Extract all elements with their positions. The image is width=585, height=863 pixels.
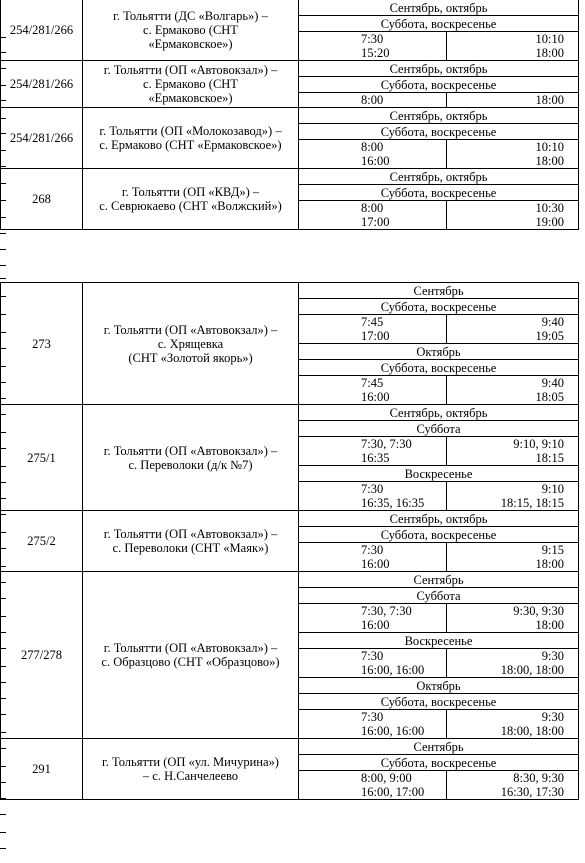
days-label: Суббота [299,588,579,604]
route-name-line: г. Тольятти (ОП «Автовокзал») – [103,443,278,458]
margin-tick [0,432,6,433]
period-label: Сентябрь, октябрь [299,511,579,527]
margin-tick [0,366,6,367]
schedule-table-top [0,0,579,230]
route-name-line: г. Тольятти (ОП «Молокозавод») – [99,124,282,138]
route-name-line: – с. Н.Санчелеево [142,769,239,783]
route-name-line: с. Хрящевка [157,336,224,351]
margin-tick [0,714,6,715]
route-name-line: с. Переволоки (д/к №7) [128,457,253,472]
time-value: 16:35 [361,451,390,465]
margin-tick [0,482,6,483]
route-name-line: «Ермаковское») [148,91,233,105]
time-value: 16:00, 16:00 [361,724,425,738]
route-number: 275/2 [1,511,83,572]
time-value: 8:30, 9:30 [513,771,564,785]
return-times [447,140,579,169]
time-value: 10:10 [535,140,564,154]
route-name-line: с. Севрюкаево (СНТ «Волжский») [99,199,282,213]
margin-tick [0,666,6,667]
route-number: 277/278 [1,572,83,739]
time-value: 18:00 [535,618,564,632]
return-times [447,32,579,61]
route-name-line: г. Тольятти (ОП «Автовокзал») – [103,322,278,337]
margin-tick [0,798,6,799]
departure-times [299,482,447,511]
return-times [447,604,579,633]
route-name-line: г. Тольятти (ОП «Автовокзал») – [103,641,278,655]
departure-times [299,710,447,739]
route-name [83,572,299,739]
days-label: Суббота, воскресенье [299,299,579,315]
return-times [447,649,579,678]
time-value: 10:30 [535,201,564,215]
margin-tick [0,698,6,699]
route-name [83,169,299,230]
route-number: 254/281/266 [1,61,83,108]
period-label: Сентябрь [299,739,579,755]
period-label: Сентябрь, октябрь [299,169,579,185]
route-name [83,108,299,169]
period-label: Сентябрь [299,283,579,299]
departure-times [299,604,447,633]
time-value: 9:30, 9:30 [513,604,564,618]
return-times [447,93,579,108]
schedule-table-bottom [0,282,579,800]
time-value: 9:30 [541,710,564,724]
days-label: Суббота, воскресенье [299,77,579,93]
time-value: 16:00 [361,557,390,571]
margin-tick [0,814,6,815]
route-name [83,511,299,572]
time-value: 18:00 [535,557,564,571]
time-value: 9:40 [541,315,564,329]
time-value: 18:00 [535,154,564,168]
time-value: 16:35, 16:35 [361,496,425,510]
period-label: Сентябрь, октябрь [299,405,579,421]
margin-tick [0,448,6,449]
margin-tick [0,37,6,38]
route-number: 254/281/266 [1,0,83,61]
route-name-line: г. Тольятти (ОП «Автовокзал») – [103,63,278,77]
route-number: 273 [1,283,83,405]
margin-tick [0,100,6,101]
time-value: 9:15 [541,543,564,557]
time-value: 18:05 [535,390,564,404]
time-value: 16:00 [361,618,390,632]
route-name [83,283,299,405]
time-value: 7:30 [361,710,384,724]
period-label: Сентябрь, октябрь [299,108,579,124]
time-value: 19:05 [535,329,564,343]
time-value: 7:30 [361,32,384,46]
margin-tick [0,382,6,383]
route-name [83,405,299,511]
days-label: Суббота, воскресенье [299,755,579,771]
margin-tick [0,118,6,119]
time-value: 19:00 [535,215,564,229]
time-value: 18:00 [535,93,564,107]
days-label: Суббота, воскресенье [299,16,579,32]
time-value: 8:00, 9:00 [361,771,412,785]
margin-tick [0,832,6,833]
time-value: 9:40 [541,376,564,390]
days-label: Воскресенье [299,633,579,649]
route-number: 275/1 [1,405,83,511]
margin-tick [0,265,6,266]
time-value: 9:10, 9:10 [513,437,564,451]
return-times [447,201,579,230]
margin-tick [0,314,6,315]
route-name-line: г. Тольятти (ОП «КВД») – [121,185,260,199]
margin-tick [0,782,6,783]
route-name [83,0,299,61]
margin-tick [0,582,6,583]
route-name-line: с. Переволоки (СНТ «Маяк») [112,541,269,555]
time-value: 18:00, 18:00 [500,663,564,677]
margin-tick [0,732,6,733]
margin-tick [0,632,6,633]
margin-tick [0,296,6,297]
departure-times [299,32,447,61]
margin-tick [0,85,6,86]
route-name-line: с. Ермаково (СНТ [143,23,238,37]
time-value: 18:00, 18:00 [500,724,564,738]
margin-tick [0,200,6,201]
period-label: Октябрь [299,678,579,694]
margin-tick [0,150,6,151]
margin-tick [0,332,6,333]
departure-times [299,315,447,344]
margin-tick [0,398,6,399]
days-label: Суббота, воскресенье [299,360,579,376]
margin-tick [0,682,6,683]
time-value: 16:00 [361,390,390,404]
time-value: 7:45 [361,376,384,390]
return-times [447,315,579,344]
return-times [447,710,579,739]
route-number: 268 [1,169,83,230]
days-label: Суббота, воскресенье [299,694,579,710]
margin-tick [0,548,6,549]
margin-tick [0,217,6,218]
time-value: 15:20 [361,46,390,60]
margin-tick [0,133,6,134]
time-value: 7:30 [361,482,384,496]
route-name-line: (СНТ «Золотой якорь») [128,350,253,365]
departure-times [299,93,447,108]
departure-times [299,140,447,169]
margin-tick [0,498,6,499]
route-name [83,61,299,108]
departure-times [299,543,447,572]
departure-times [299,437,447,466]
days-label: Суббота [299,421,579,437]
time-value: 16:00, 17:00 [361,785,425,799]
return-times [447,771,579,800]
route-name-line: г. Тольятти (ОП «Автовокзал») – [103,527,278,541]
return-times [447,482,579,511]
time-value: 9:10 [541,482,564,496]
time-value: 7:30 [361,649,384,663]
margin-tick [0,598,6,599]
route-number: 291 [1,739,83,800]
time-value: 18:15, 18:15 [500,496,564,510]
route-name-line: г. Тольятти (ДС «Волгарь») – [113,9,268,23]
route-name-line: с. Ермаково (СНТ [143,77,238,91]
margin-tick [0,616,6,617]
margin-tick [0,166,6,167]
time-value: 17:00 [361,215,390,229]
period-label: Сентябрь [299,572,579,588]
time-value: 8:00 [361,93,384,107]
route-name-line: «Ермаковское») [148,37,233,51]
departure-times [299,649,447,678]
time-value: 8:00 [361,201,384,215]
time-value: 7:30, 7:30 [361,437,412,451]
margin-tick [0,233,6,234]
time-value: 18:15 [535,451,564,465]
margin-tick [0,648,6,649]
route-name-line: с. Ермаково (СНТ «Ермаковское») [99,138,282,152]
time-value: 8:00 [361,140,384,154]
days-label: Воскресенье [299,466,579,482]
margin-tick [0,183,6,184]
route-name [83,739,299,800]
period-label: Октябрь [299,344,579,360]
margin-tick [0,249,6,250]
time-value: 10:10 [535,32,564,46]
time-value: 16:30, 17:30 [500,785,564,799]
margin-tick [0,848,6,849]
route-number: 254/281/266 [1,108,83,169]
margin-tick [0,52,6,53]
return-times [447,543,579,572]
route-name-line: с. Образцово (СНТ «Образцово») [101,655,280,669]
margin-tick [0,466,6,467]
time-value: 7:45 [361,315,384,329]
departure-times [299,201,447,230]
margin-tick [0,348,6,349]
time-value: 18:00 [535,46,564,60]
time-value: 9:30 [541,649,564,663]
days-label: Суббота, воскресенье [299,124,579,140]
period-label: Сентябрь, октябрь [299,0,579,16]
time-value: 7:30 [361,543,384,557]
route-name-line: г. Тольятти (ОП «ул. Мичурина») [102,755,279,769]
return-times [447,437,579,466]
time-value: 17:00 [361,329,390,343]
period-label: Сентябрь, октябрь [299,61,579,77]
time-value: 7:30, 7:30 [361,604,412,618]
time-value: 16:00, 16:00 [361,663,425,677]
days-label: Суббота, воскресенье [299,527,579,543]
days-label: Суббота, воскресенье [299,185,579,201]
margin-tick [0,68,6,69]
margin-tick [0,566,6,567]
departure-times [299,771,447,800]
time-value: 16:00 [361,154,390,168]
margin-tick [0,414,6,415]
departure-times [299,376,447,405]
margin-tick [0,748,6,749]
margin-tick [0,278,6,279]
margin-tick [0,514,6,515]
margin-tick [0,766,6,767]
return-times [447,376,579,405]
margin-tick [0,532,6,533]
